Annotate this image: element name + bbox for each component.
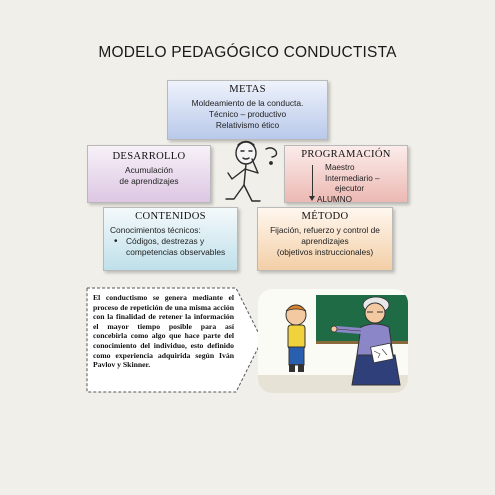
desarrollo-heading: DESARROLLO [112, 151, 186, 162]
metas-box [167, 80, 328, 140]
contenidos-heading: CONTENIDOS [135, 211, 206, 222]
contenidos-box [103, 207, 238, 271]
desarrollo-box [87, 145, 211, 203]
metas-heading: METAS [229, 84, 266, 95]
callout-text: El conductismo se genera mediante el proceso de repetición de una misma acción con la finalidad de retener la información el mayor tiempo posible para así concebirla como algo que hace parte del conocimiento del individuo, esto definido como experiencia adquirida según Iván Pavlov y Skinner. [93, 293, 234, 370]
metodo-box [257, 207, 393, 271]
conductismo-callout [86, 287, 264, 393]
programacion-body [285, 163, 407, 205]
programacion-box [284, 145, 408, 203]
stick-figure-thinking-icon [208, 133, 288, 209]
contenidos-list [110, 236, 237, 258]
metas-line: Relativismo ético [215, 120, 280, 130]
metodo-heading: MÉTODO [301, 211, 349, 222]
desarrollo-line: de aprendizajes [119, 176, 179, 186]
metodo-line: Fijación, refuerzo y control de aprendizajes [270, 225, 380, 246]
contenidos-body [104, 225, 237, 258]
programacion-heading: PROGRAMACIÓN [301, 149, 391, 160]
metas-line: Moldeamiento de la conducta. [191, 98, 304, 108]
down-arrow-icon [312, 165, 313, 198]
desarrollo-line: Acumulación [125, 165, 173, 175]
page-title: MODELO PEDAGÓGICO CONDUCTISTA [98, 44, 397, 61]
contenidos-bullet: • Códigos, destrezas y competencias observables [114, 236, 237, 258]
programacion-line: Intermediario – [325, 173, 380, 183]
metodo-line: (objetivos instruccionales) [276, 247, 374, 257]
programacion-line: ALUMNO [317, 194, 353, 204]
contenidos-intro: Conocimientos técnicos: [110, 225, 201, 235]
programacion-line: ejecutor [335, 184, 365, 193]
programacion-line: Maestro [325, 163, 355, 172]
teacher-pointing-at-student-icon [258, 289, 408, 393]
metas-line: Técnico – productivo [208, 109, 287, 119]
